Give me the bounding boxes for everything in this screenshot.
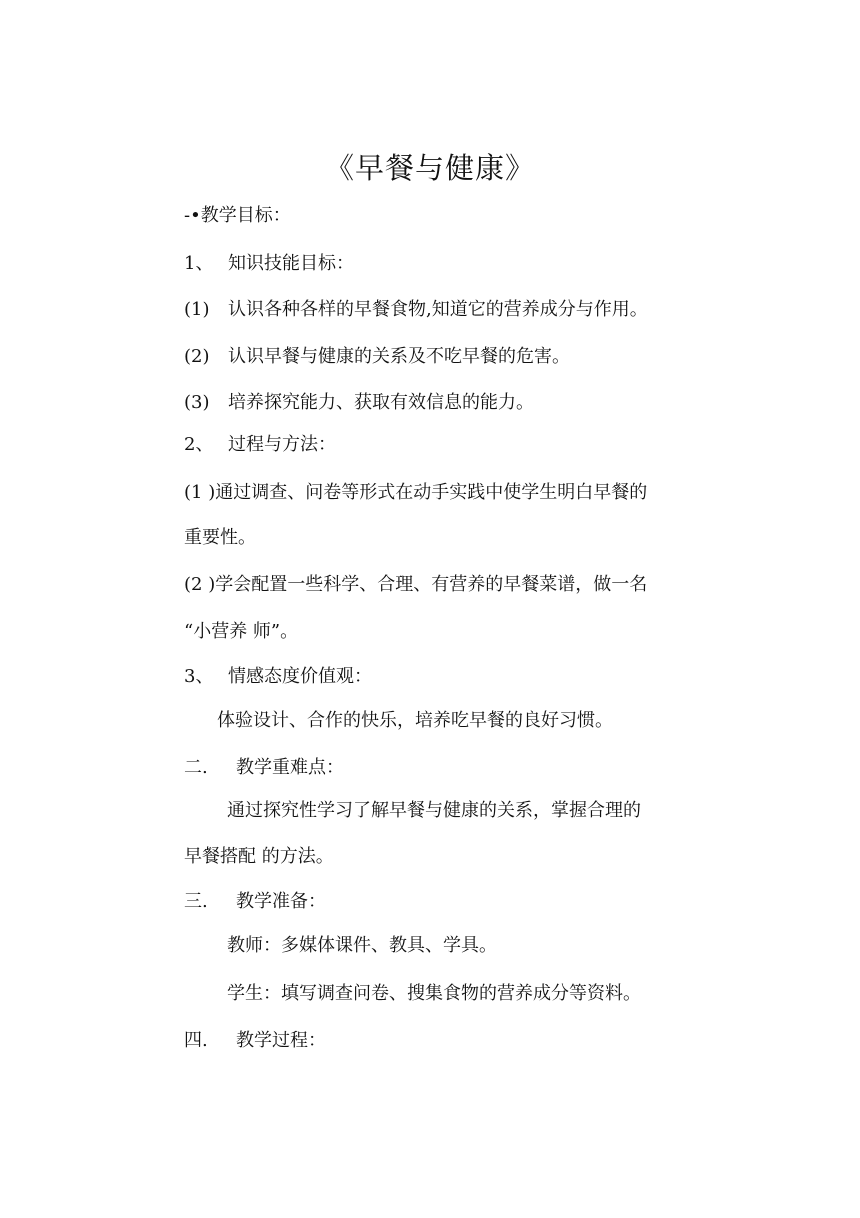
item-text: 认识各种各样的早餐食物,知道它的营养成分与作用。 — [228, 299, 648, 320]
section-preparation — [184, 890, 326, 914]
objective-knowledge-skills — [184, 252, 354, 276]
knowledge-item-1 — [184, 298, 648, 322]
key-difficulties-text: 通过探究性学习了解早餐与健康的关系，掌握合理的 — [227, 800, 641, 821]
section-heading: 教学准备： — [236, 891, 326, 912]
item-number: 1、 — [184, 253, 214, 274]
item-text: 知识技能目标： — [228, 253, 354, 274]
section-number: 二. — [184, 757, 208, 778]
item-number: (3) — [184, 392, 210, 413]
section-key-difficulties — [184, 756, 344, 780]
item-number: 3、 — [184, 666, 214, 687]
objective-process-methods — [184, 433, 336, 457]
knowledge-item-3 — [184, 391, 534, 415]
item-number: (1) — [184, 299, 210, 320]
process-item-2-continued: “小营养 师”。 — [184, 621, 299, 642]
attitudes-text: 体验设计、合作的快乐，培养吃早餐的良好习惯。 — [217, 710, 613, 731]
process-item-1-continued: 重要性。 — [184, 527, 256, 548]
preparation-teacher: 教师：多媒体课件、教具、学具。 — [227, 935, 497, 956]
item-text: 认识早餐与健康的关系及不吃早餐的危害。 — [228, 346, 570, 367]
process-item-1: (1 )通过调查、问卷等形式在动手实践中使学生明白早餐的 — [184, 482, 648, 503]
section-teaching-objectives: -•教学目标： — [184, 205, 291, 226]
section-heading: 教学过程： — [236, 1030, 326, 1051]
section-teaching-process — [184, 1029, 326, 1053]
item-number: 2、 — [184, 434, 214, 455]
section-number: 四. — [184, 1030, 208, 1051]
key-difficulties-text-continued: 早餐搭配 的方法。 — [184, 846, 334, 867]
item-text: 培养探究能力、获取有效信息的能力。 — [228, 392, 534, 413]
item-number: (2) — [184, 346, 210, 367]
section-number: 三. — [184, 891, 208, 912]
section-heading: 教学重难点： — [236, 757, 344, 778]
knowledge-item-2 — [184, 345, 570, 369]
item-text: 情感态度价值观： — [228, 666, 372, 687]
preparation-student: 学生：填写调查问卷、搜集食物的营养成分等资料。 — [227, 983, 641, 1004]
item-text: 过程与方法： — [228, 434, 336, 455]
process-item-2: (2 )学会配置一些科学、合理、有营养的早餐菜谱，做一名 — [184, 574, 648, 595]
document-title: 《早餐与健康》 — [324, 151, 535, 185]
objective-attitudes-values — [184, 665, 372, 689]
